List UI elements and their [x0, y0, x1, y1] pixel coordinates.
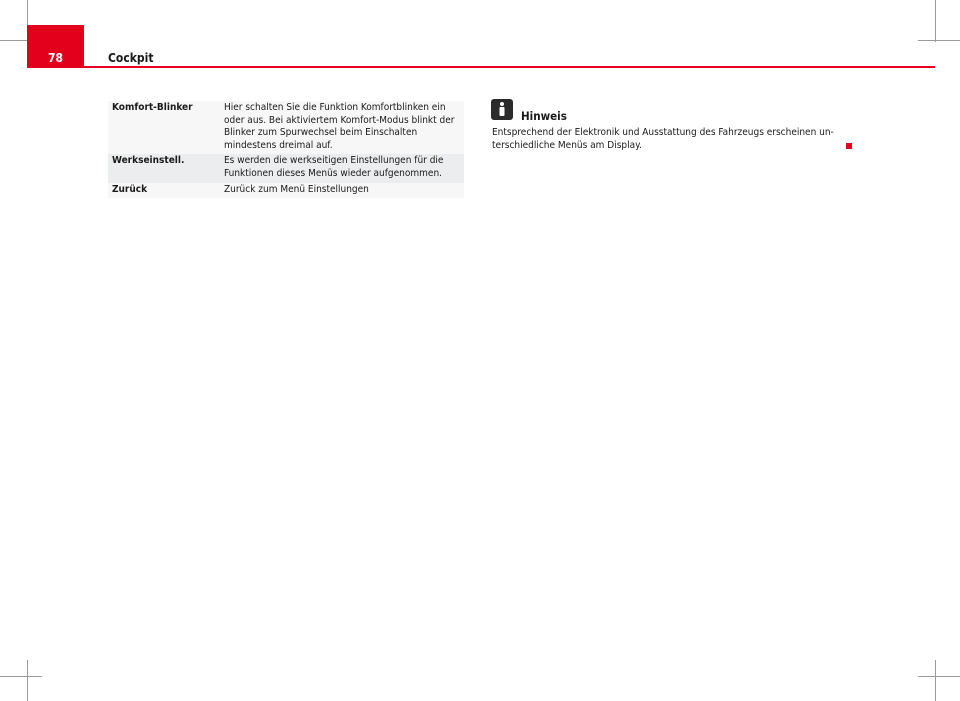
page-number: 78 — [47, 51, 64, 65]
settings-table — [108, 101, 464, 198]
crop-mark — [0, 676, 42, 677]
crop-mark — [935, 0, 936, 42]
table-term: Werkseinstell. — [112, 155, 185, 167]
header-rule — [27, 66, 935, 68]
crop-mark — [918, 40, 960, 41]
table-description: Es werden die werkseitigen Einstellungen für die Funktionen dieses Menüs wieder aufgenommen. — [224, 155, 444, 179]
table-term: Zurück — [112, 183, 148, 195]
table-row — [108, 183, 464, 199]
table-row — [108, 101, 464, 154]
section-end-marker — [846, 143, 852, 149]
crop-mark — [27, 660, 28, 701]
crop-mark — [918, 676, 960, 677]
table-row — [108, 154, 464, 182]
table-description: Hier schalten Sie die Funktion Komfortblinken ein oder aus. Bei aktiviertem Komfort-Modus blinkt der Blinker zum Spurwechsel beim Einschalten mindestens dreimal auf. — [224, 102, 455, 151]
note-text: Entsprechend der Elektronik und Ausstattung des Fahrzeugs erscheinen un- terschiedliche Menüs am Display. — [492, 127, 834, 151]
section-title: Cockpit — [108, 51, 154, 65]
table-term: Komfort-Blinker — [112, 102, 193, 113]
table-description: Zurück zum Menü Einstellungen — [224, 183, 369, 195]
crop-mark — [935, 660, 936, 701]
info-icon — [491, 99, 513, 120]
note-title: Hinweis — [521, 109, 567, 123]
